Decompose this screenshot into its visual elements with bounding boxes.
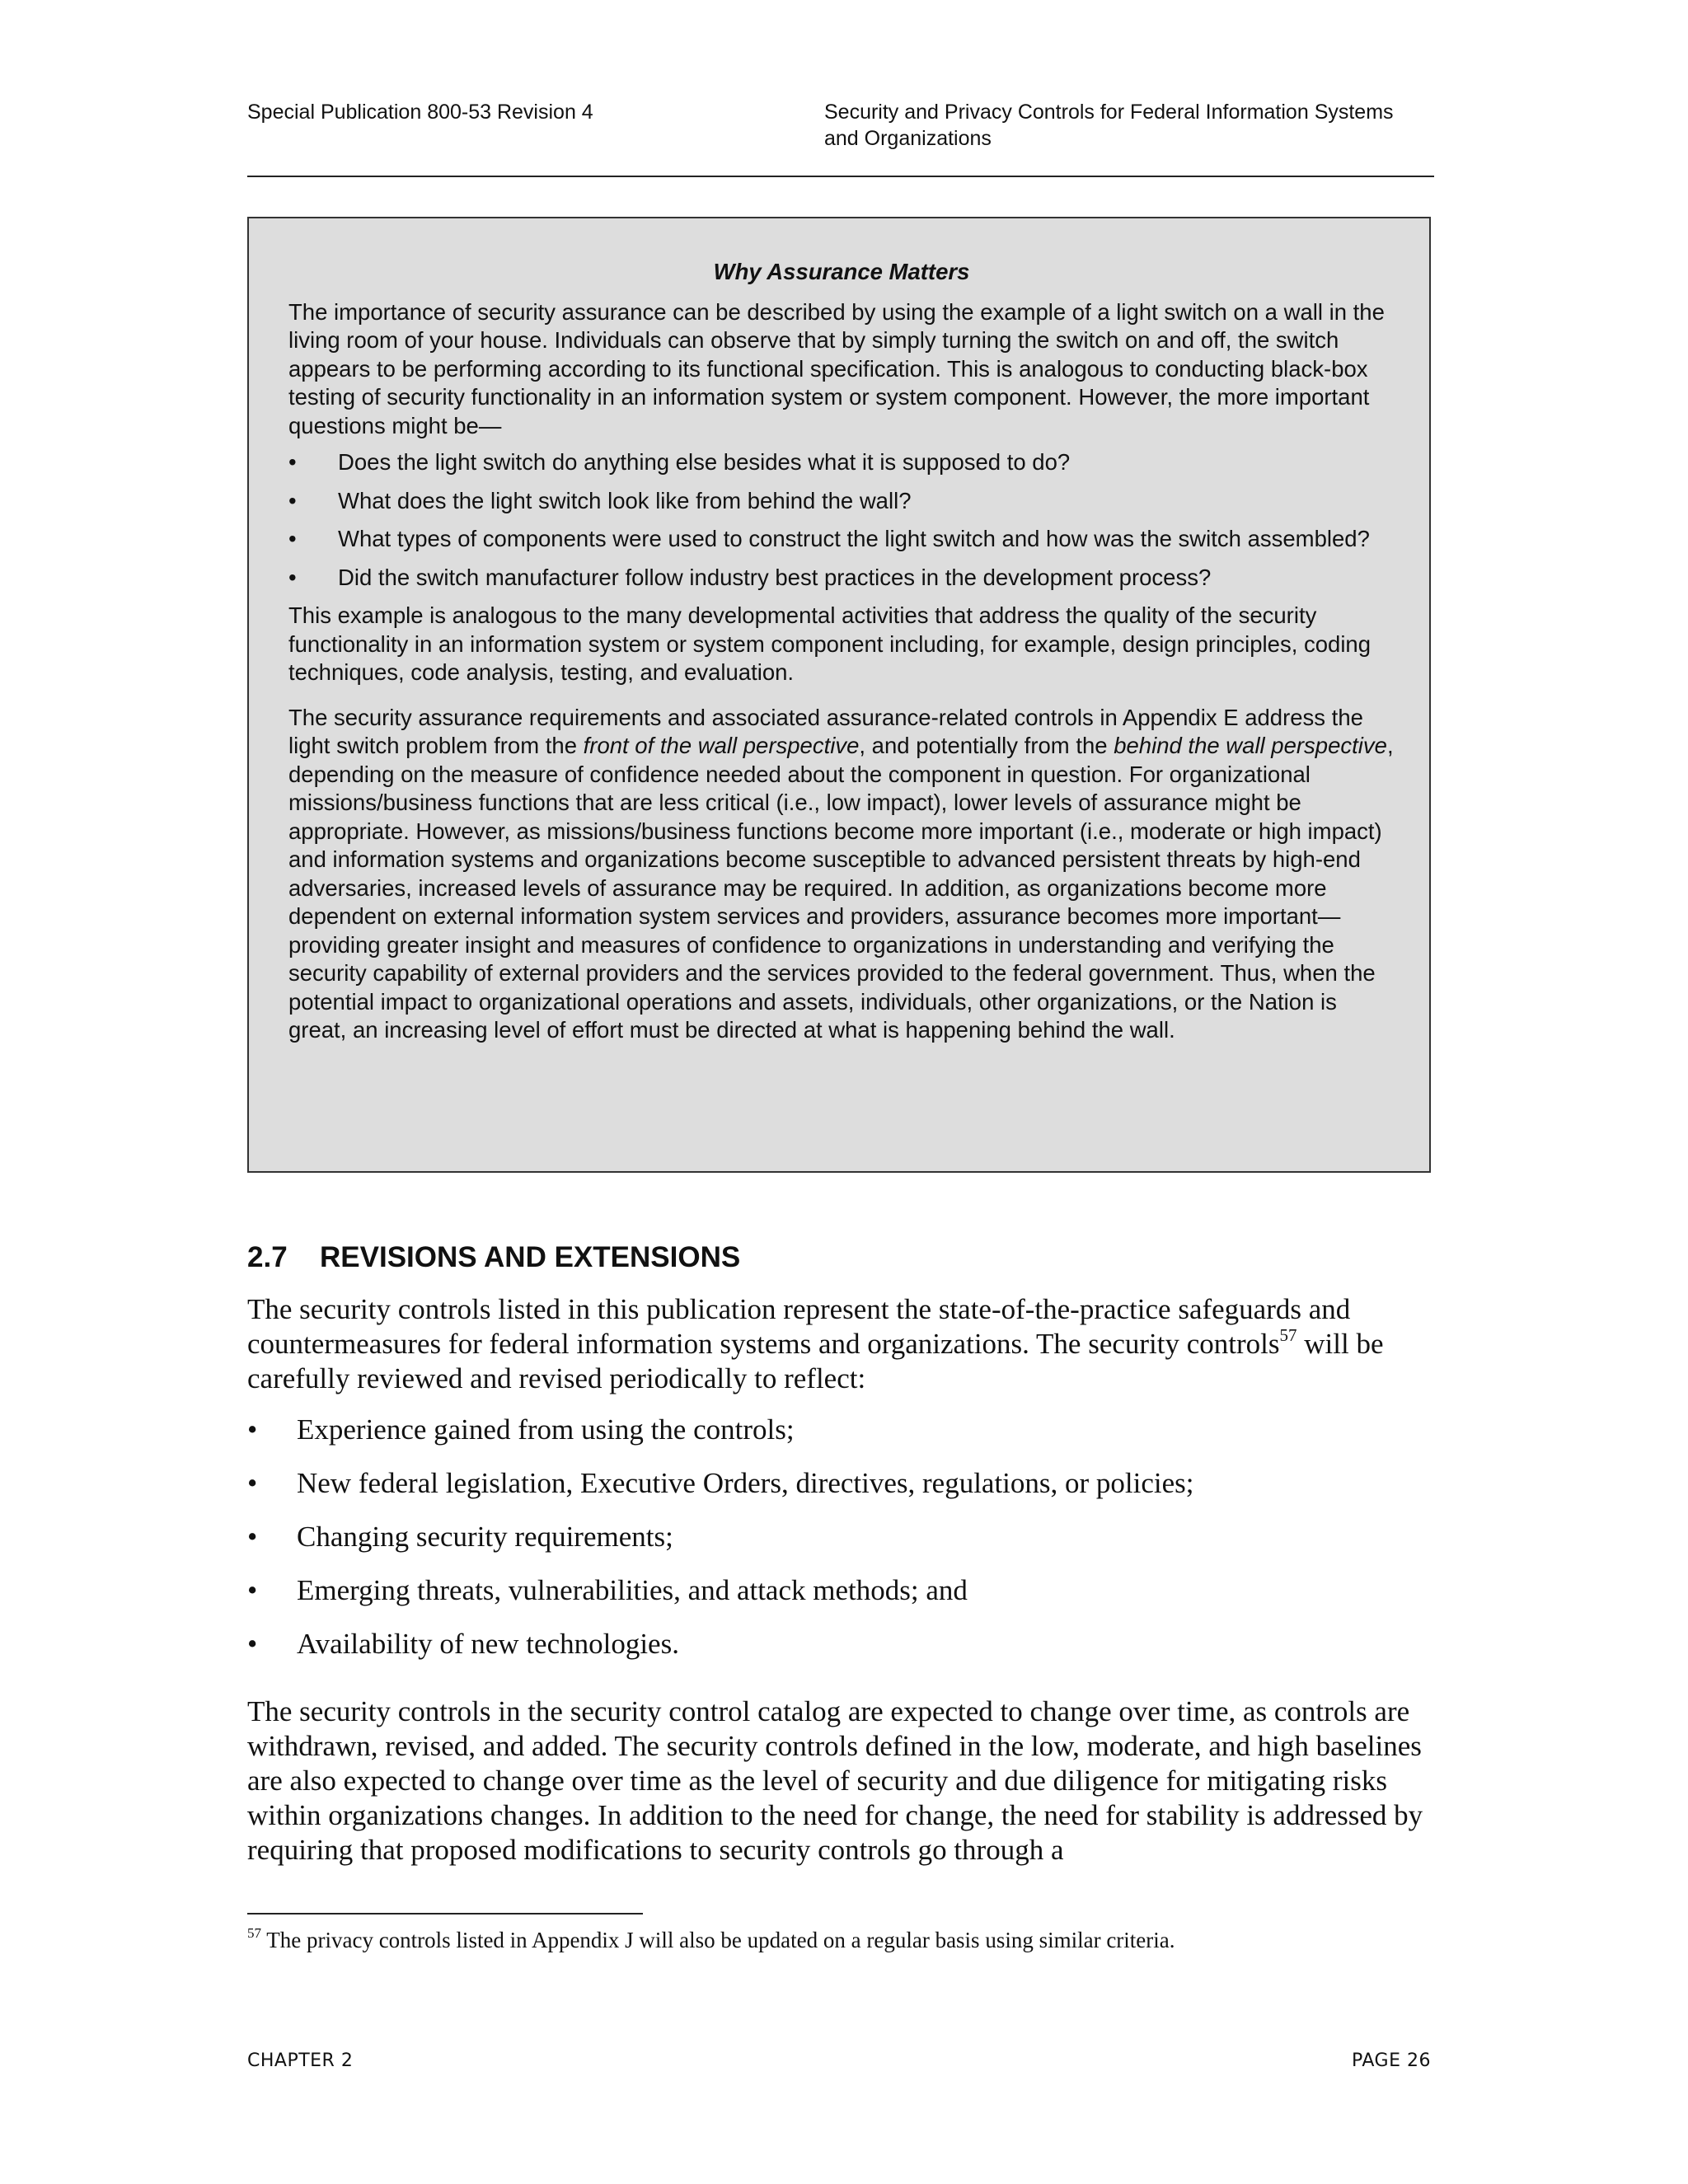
text-run: The security controls listed in this publication represent the state-of-the-practice safeguards and countermeasures for federal information systems and organizations. The security controls	[247, 1293, 1351, 1360]
running-header-right	[824, 99, 1451, 152]
body-paragraph-1	[247, 1292, 1438, 1396]
text-run: will be carefully reviewed and revised periodically to reflect:	[247, 1328, 1384, 1394]
running-header-right-line1: Security and Privacy Controls for Federal Information Systems	[824, 101, 1394, 124]
italic-text-run: behind the wall perspective	[1114, 733, 1387, 758]
list-item: • What does the light switch look like from behind the wall?	[288, 487, 1395, 516]
callout-intro: The importance of security assurance can be described by using the example of a light switch on a wall in the living room of your house. Individuals can observe that by simply turning the switch on and off, the switch appears to be performing according to its functional specification. This is analogous to conducting black-box testing of security functionality in an information system or system component. However, the more important questions might be—	[288, 298, 1385, 438]
footnote	[247, 1926, 1434, 1954]
section-number: 2.7	[247, 1241, 288, 1273]
section-body	[247, 1292, 1438, 1868]
footnote-rule	[247, 1913, 643, 1915]
callout-paragraph-3	[288, 704, 1395, 1045]
footnote-reference[interactable]: 57	[1279, 1325, 1297, 1345]
running-header-right-line2: and Organizations	[824, 127, 992, 150]
section-heading	[247, 1240, 740, 1275]
body-paragraph-2: The security controls in the security control catalog are expected to change over time, as controls are withdrawn, revised, and added. The security controls defined in the low, moderate, and high baselines are also expected to change over time as the level of security and due diligence for mitigating risks within organizations changes. In addition to the need for change, the need for stability is addressed by requiring that proposed modifications to security controls go through a	[247, 1695, 1423, 1866]
italic-text-run: front of the wall perspective	[583, 733, 860, 758]
list-item: • Did the switch manufacturer follow industry best practices in the development process?	[288, 564, 1395, 593]
list-item: • New federal legislation, Executive Orders, directives, regulations, or policies;	[247, 1466, 1438, 1501]
footnote-text: The privacy controls listed in Appendix J will also be updated on a regular basis using similar criteria.	[261, 1928, 1175, 1952]
footnote-number: 57	[247, 1925, 261, 1941]
footer-page-number: PAGE 26	[1352, 2050, 1431, 2071]
callout-question-list	[288, 448, 1395, 592]
assurance-callout-box	[247, 217, 1431, 1173]
list-item: • Does the light switch do anything else besides what it is supposed to do?	[288, 448, 1395, 477]
text-run: , and potentially from the	[859, 733, 1114, 758]
text-run: , depending on the measure of confidence needed about the component in question. For organizational missions/business functions that are less critical (i.e., low impact), lower levels of assurance might be appropriate. However, as missions/business functions become more important (i.e., moderate or high impact) and information systems and organizations become susceptible to advanced persistent threats by high-end adversaries, increased levels of assurance may be required. In addition, as organizations become more dependent on external information system services and providers, assurance becomes more important—providing greater insight and measures of confidence to organizations in understanding and verifying the security capability of external providers and the services provided to the federal government. Thus, when the potential impact to organizational operations and assets, individuals, other organizations, or the Nation is great, an increasing level of effort must be directed at what is happening behind the wall.	[288, 733, 1394, 1043]
text-run: The security assurance requirements and associated assurance-related controls in Appendix E address the light switch problem from the	[288, 704, 1363, 758]
list-item: • Emerging threats, vulnerabilities, and attack methods; and	[247, 1573, 1438, 1608]
callout-title: Why Assurance Matters	[713, 259, 970, 284]
running-header-left: Special Publication 800-53 Revision 4	[247, 101, 593, 124]
callout-paragraph-2: This example is analogous to the many developmental activities that address the quality of the security functionality in an information system or system component including, for example, design principles, coding techniques, code analysis, testing, and evaluation.	[288, 602, 1372, 685]
list-item: • What types of components were used to construct the light switch and how was the switch assembled?	[288, 525, 1395, 554]
revision-reasons-list	[247, 1413, 1438, 1661]
header-rule	[247, 176, 1434, 177]
list-item: • Changing security requirements;	[247, 1520, 1438, 1554]
list-item: • Availability of new technologies.	[247, 1627, 1438, 1661]
footer-chapter: CHAPTER 2	[247, 2050, 354, 2071]
list-item: • Experience gained from using the controls;	[247, 1413, 1438, 1447]
section-title: REVISIONS AND EXTENSIONS	[320, 1241, 741, 1273]
